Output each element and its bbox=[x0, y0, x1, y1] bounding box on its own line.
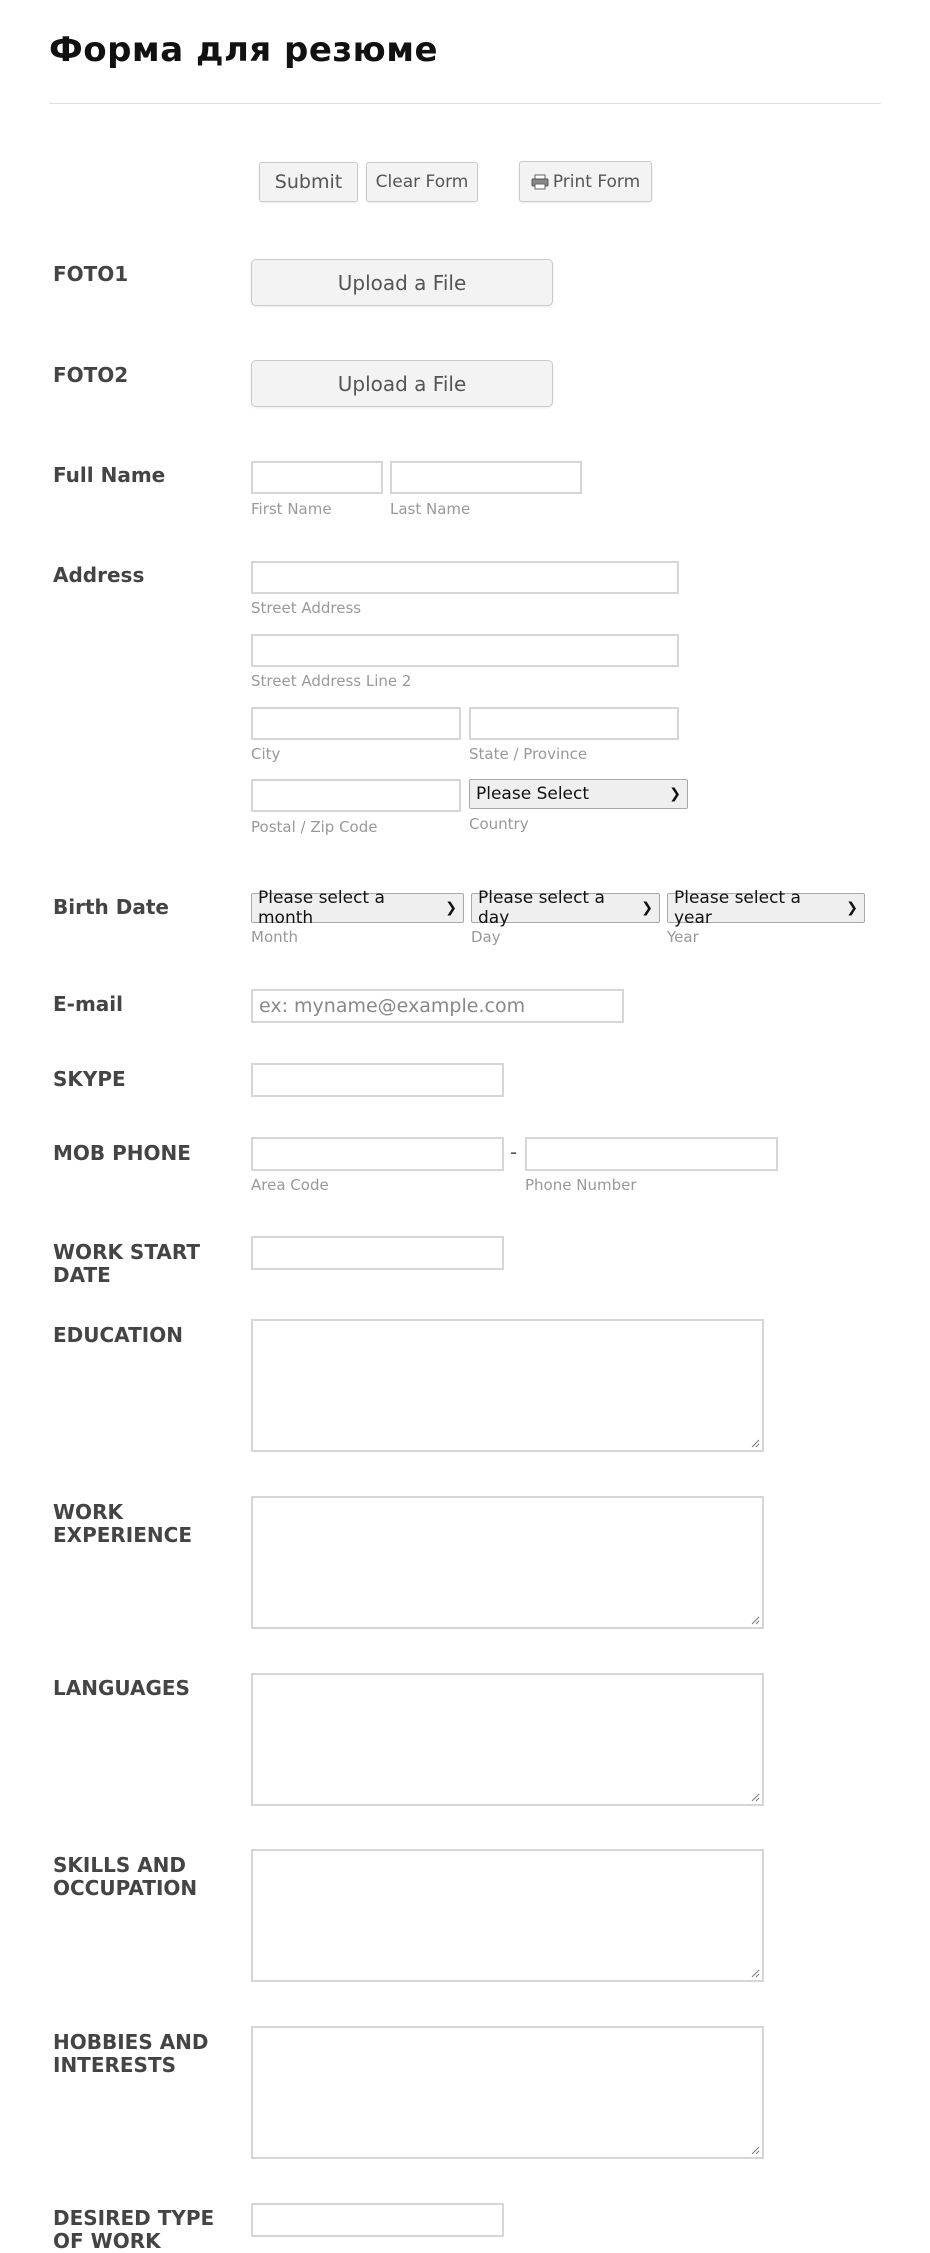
foto1-label: FOTO1 bbox=[53, 262, 129, 286]
state-province-sublabel: State / Province bbox=[469, 745, 588, 763]
street-address-input[interactable] bbox=[251, 561, 679, 594]
foto1-upload-button[interactable]: Upload a File bbox=[251, 259, 553, 306]
hobbies-textarea[interactable] bbox=[251, 2026, 764, 2159]
email-input[interactable]: ex: myname@example.com bbox=[251, 989, 624, 1023]
birth-day-select-value: Please select a day bbox=[478, 888, 605, 928]
chevron-down-icon: ❯ bbox=[669, 786, 681, 802]
state-province-input[interactable] bbox=[469, 707, 679, 740]
page-title: Форма для резюме bbox=[49, 30, 439, 70]
resize-grip-icon[interactable] bbox=[750, 1438, 760, 1448]
print-form-label: Print Form bbox=[552, 171, 641, 192]
resize-grip-icon[interactable] bbox=[750, 1615, 760, 1625]
birth-month-select-value: Please select a month bbox=[258, 888, 385, 928]
phone-number-input[interactable] bbox=[525, 1137, 778, 1171]
area-code-sublabel: Area Code bbox=[251, 1176, 329, 1194]
postal-code-sublabel: Postal / Zip Code bbox=[251, 818, 378, 836]
desired-work-input[interactable] bbox=[251, 2203, 504, 2237]
city-sublabel: City bbox=[251, 745, 281, 763]
desired-work-label: DESIRED TYPE OF WORK bbox=[53, 2206, 215, 2253]
phone-number-sublabel: Phone Number bbox=[525, 1176, 637, 1194]
full-name-label: Full Name bbox=[53, 463, 166, 487]
area-code-input[interactable] bbox=[251, 1137, 504, 1171]
day-sublabel: Day bbox=[471, 928, 501, 946]
resize-grip-icon[interactable] bbox=[750, 1792, 760, 1802]
print-form-button[interactable] bbox=[519, 161, 652, 202]
last-name-input[interactable] bbox=[390, 461, 582, 494]
birth-date-label: Birth Date bbox=[53, 895, 169, 919]
street-address-line2-sublabel: Street Address Line 2 bbox=[251, 672, 412, 690]
city-input[interactable] bbox=[251, 707, 461, 740]
street-address-sublabel: Street Address bbox=[251, 599, 362, 617]
last-name-sublabel: Last Name bbox=[390, 500, 471, 518]
work-experience-label: WORK EXPERIENCE bbox=[53, 1500, 192, 1547]
phone-separator: - bbox=[510, 1140, 518, 1164]
foto2-upload-button[interactable]: Upload a File bbox=[251, 360, 553, 407]
clear-form-button[interactable]: Clear Form bbox=[366, 162, 478, 202]
skills-textarea[interactable] bbox=[251, 1849, 764, 1982]
hobbies-label: HOBBIES AND INTERESTS bbox=[53, 2030, 209, 2077]
foto2-label: FOTO2 bbox=[53, 363, 129, 387]
year-sublabel: Year bbox=[667, 928, 699, 946]
birth-day-select[interactable] bbox=[471, 888, 660, 928]
skills-label: SKILLS AND OCCUPATION bbox=[53, 1853, 198, 1900]
languages-textarea[interactable] bbox=[251, 1673, 764, 1806]
work-experience-textarea[interactable] bbox=[251, 1496, 764, 1629]
submit-button[interactable]: Submit bbox=[259, 162, 358, 202]
work-start-date-label: WORK START DATE bbox=[53, 1240, 201, 1287]
resize-grip-icon[interactable] bbox=[750, 2145, 760, 2155]
address-label: Address bbox=[53, 563, 145, 587]
education-label: EDUCATION bbox=[53, 1323, 183, 1347]
country-select-value: Please Select bbox=[476, 784, 590, 804]
resize-grip-icon[interactable] bbox=[750, 1968, 760, 1978]
first-name-input[interactable] bbox=[251, 461, 383, 494]
chevron-down-icon: ❯ bbox=[641, 900, 653, 916]
chevron-down-icon: ❯ bbox=[846, 900, 858, 916]
birth-year-select[interactable] bbox=[667, 888, 865, 928]
first-name-sublabel: First Name bbox=[251, 500, 332, 518]
work-start-date-input[interactable] bbox=[251, 1236, 504, 1270]
title-divider bbox=[49, 103, 881, 104]
street-address-line2-input[interactable] bbox=[251, 634, 679, 667]
birth-month-select[interactable] bbox=[251, 888, 464, 928]
email-label: E-mail bbox=[53, 992, 124, 1016]
skype-input[interactable] bbox=[251, 1063, 504, 1097]
month-sublabel: Month bbox=[251, 928, 299, 946]
birth-year-select-value: Please select a year bbox=[674, 888, 801, 928]
country-select[interactable] bbox=[469, 779, 688, 809]
skype-label: SKYPE bbox=[53, 1067, 126, 1091]
country-sublabel: Country bbox=[469, 815, 529, 833]
chevron-down-icon: ❯ bbox=[445, 900, 457, 916]
education-textarea[interactable] bbox=[251, 1319, 764, 1452]
languages-label: LANGUAGES bbox=[53, 1676, 190, 1700]
postal-code-input[interactable] bbox=[251, 779, 461, 812]
printer-icon bbox=[531, 174, 549, 190]
mob-phone-label: MOB PHONE bbox=[53, 1141, 191, 1165]
